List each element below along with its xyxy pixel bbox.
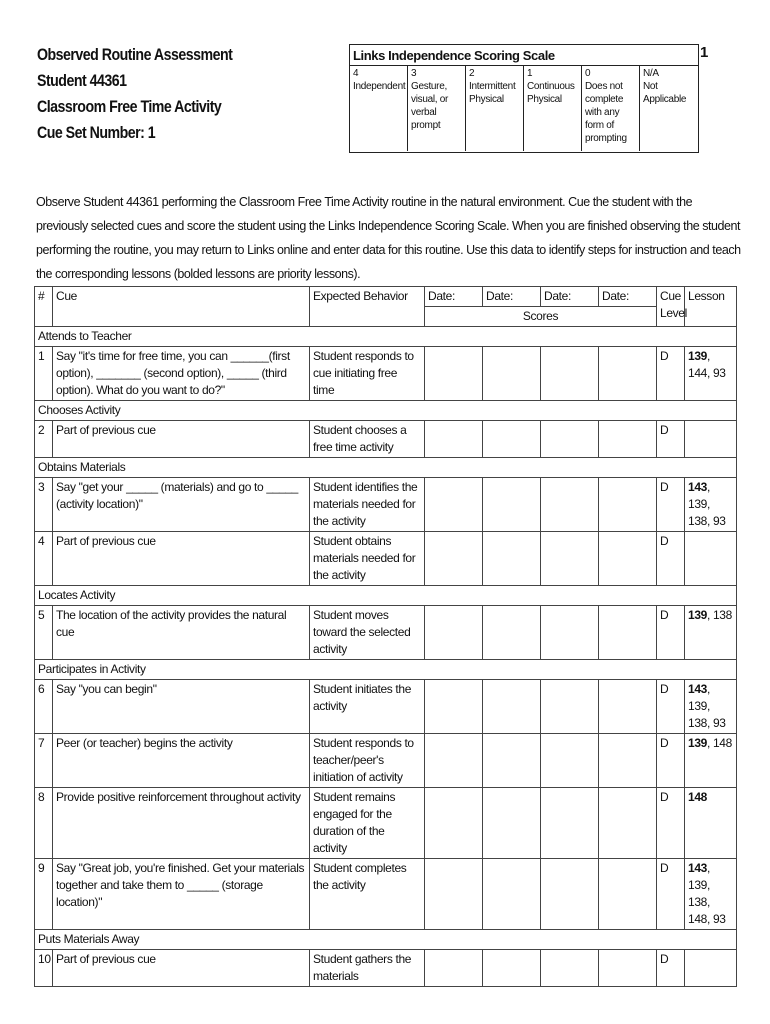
- scale-level-2: [466, 66, 524, 151]
- lesson-cell: [685, 950, 737, 987]
- page-number: 1: [700, 44, 709, 61]
- cue-level: D: [657, 734, 685, 788]
- score-cell[interactable]: [599, 532, 657, 586]
- section-row: [35, 458, 737, 478]
- step-behavior: Student gathers the materials: [310, 950, 425, 987]
- lesson-cell: [685, 788, 737, 859]
- scores-header: Scores: [425, 307, 657, 327]
- score-cell[interactable]: [599, 606, 657, 660]
- score-cell[interactable]: [599, 950, 657, 987]
- score-cell[interactable]: [425, 950, 483, 987]
- document-header: [37, 42, 264, 146]
- assessment-table: [34, 286, 737, 987]
- step-number: 1: [35, 347, 53, 401]
- score-cell[interactable]: [541, 478, 599, 532]
- score-cell[interactable]: [483, 859, 541, 930]
- score-cell[interactable]: [541, 734, 599, 788]
- scale-label: Does not complete with any form of prompting: [585, 81, 627, 144]
- scale-level-na: [640, 66, 698, 151]
- step-number: 2: [35, 421, 53, 458]
- table-row: [35, 347, 737, 401]
- section-row: [35, 930, 737, 950]
- lesson-cell: [685, 532, 737, 586]
- score-cell[interactable]: [483, 421, 541, 458]
- table-row: [35, 680, 737, 734]
- score-cell[interactable]: [599, 788, 657, 859]
- date-field-3[interactable]: Date:: [541, 287, 599, 307]
- section-row: [35, 660, 737, 680]
- score-cell[interactable]: [425, 606, 483, 660]
- cue-level: D: [657, 421, 685, 458]
- step-cue: Part of previous cue: [53, 532, 310, 586]
- step-behavior: Student remains engaged for the duration of the activity: [310, 788, 425, 859]
- scale-label: Intermittent Physical: [469, 81, 516, 105]
- cue-set-number: Cue Set Number: 1: [37, 124, 156, 142]
- lesson-cell: [685, 859, 737, 930]
- step-cue: Say "Great job, you're finished. Get your materials together and take them to _____ (storage location)": [53, 859, 310, 930]
- instructions-paragraph: Observe Student 44361 performing the Classroom Free Time Activity routine in the natural environment. Cue the student with the previously selected cues and score the student using the Links Independence Scoring Scale. When you are finished observing the student performing the routine, you may return to Links online and enter data for this routine. Use this data to identify steps for instruction and teach the corresponding lessons (bolded lessons are priority lessons).: [36, 195, 741, 281]
- scoring-scale-title: Links Independence Scoring Scale: [350, 45, 698, 66]
- col-lesson-header: Lesson: [685, 287, 737, 327]
- section-puts-materials-away: Puts Materials Away: [35, 930, 737, 950]
- scale-value: 3: [411, 68, 417, 79]
- cue-level: D: [657, 532, 685, 586]
- score-cell[interactable]: [599, 680, 657, 734]
- cue-level: D: [657, 788, 685, 859]
- table-row: [35, 859, 737, 930]
- date-field-1[interactable]: Date:: [425, 287, 483, 307]
- score-cell[interactable]: [483, 680, 541, 734]
- score-cell[interactable]: [483, 950, 541, 987]
- score-cell[interactable]: [599, 478, 657, 532]
- step-cue: Part of previous cue: [53, 421, 310, 458]
- step-number: 4: [35, 532, 53, 586]
- cue-level: D: [657, 950, 685, 987]
- table-row: [35, 950, 737, 987]
- score-cell[interactable]: [483, 478, 541, 532]
- step-behavior: Student obtains materials needed for the activity: [310, 532, 425, 586]
- step-behavior: Student responds to cue initiating free time: [310, 347, 425, 401]
- priority-lesson: 139: [688, 736, 707, 750]
- score-cell[interactable]: [425, 788, 483, 859]
- scale-label: Continuous Physical: [527, 81, 575, 105]
- score-cell[interactable]: [599, 859, 657, 930]
- score-cell[interactable]: [541, 606, 599, 660]
- cue-level: D: [657, 478, 685, 532]
- date-field-2[interactable]: Date:: [483, 287, 541, 307]
- score-cell[interactable]: [541, 859, 599, 930]
- student-id: Student 44361: [37, 72, 127, 90]
- priority-lesson: 148: [688, 790, 707, 804]
- score-cell[interactable]: [541, 788, 599, 859]
- score-cell[interactable]: [541, 421, 599, 458]
- priority-lesson: 139: [688, 349, 707, 363]
- score-cell[interactable]: [425, 734, 483, 788]
- lesson-cell: [685, 347, 737, 401]
- col-num-header: #: [35, 287, 53, 327]
- date-field-4[interactable]: Date:: [599, 287, 657, 307]
- scale-value: N/A: [643, 68, 659, 79]
- section-locates-activity: Locates Activity: [35, 586, 737, 606]
- score-cell[interactable]: [483, 606, 541, 660]
- step-cue: Peer (or teacher) begins the activity: [53, 734, 310, 788]
- step-behavior: Student initiates the activity: [310, 680, 425, 734]
- other-lessons: , 139, 138, 93: [688, 480, 726, 528]
- scale-level-4: [350, 66, 408, 151]
- table-row: [35, 788, 737, 859]
- table-row: [35, 606, 737, 660]
- step-behavior: Student responds to teacher/peer's initiation of activity: [310, 734, 425, 788]
- score-cell[interactable]: [483, 734, 541, 788]
- lesson-cell: [685, 680, 737, 734]
- table-header-row: [35, 287, 737, 307]
- priority-lesson: 143: [688, 682, 707, 696]
- score-cell[interactable]: [541, 532, 599, 586]
- other-lessons: , 144, 93: [688, 349, 726, 380]
- step-number: 3: [35, 478, 53, 532]
- score-cell[interactable]: [541, 680, 599, 734]
- table-row: [35, 734, 737, 788]
- cue-level: D: [657, 606, 685, 660]
- lesson-cell: [685, 606, 737, 660]
- col-cue-level-header: Cue Level: [657, 287, 685, 327]
- lesson-cell: [685, 421, 737, 458]
- scale-label: Not Applicable: [643, 81, 687, 105]
- step-number: 8: [35, 788, 53, 859]
- cue-level: D: [657, 680, 685, 734]
- scoring-scale-box: [349, 44, 699, 153]
- step-cue: Say "get your _____ (materials) and go to _____ (activity location)": [53, 478, 310, 532]
- score-cell[interactable]: [483, 788, 541, 859]
- score-cell[interactable]: [483, 347, 541, 401]
- score-cell[interactable]: [425, 478, 483, 532]
- section-row: [35, 586, 737, 606]
- score-cell[interactable]: [425, 859, 483, 930]
- table-row: [35, 478, 737, 532]
- section-row: [35, 401, 737, 421]
- other-lessons: , 138: [706, 608, 732, 622]
- step-cue: Say "you can begin": [53, 680, 310, 734]
- score-cell[interactable]: [425, 532, 483, 586]
- step-cue: The location of the activity provides the natural cue: [53, 606, 310, 660]
- table-row: [35, 421, 737, 458]
- col-behavior-header: Expected Behavior: [310, 287, 425, 327]
- other-lessons: , 139, 138, 148, 93: [688, 861, 726, 926]
- lesson-cell: [685, 478, 737, 532]
- score-cell[interactable]: [425, 421, 483, 458]
- step-behavior: Student moves toward the selected activity: [310, 606, 425, 660]
- scale-label: Independent: [353, 81, 406, 92]
- scale-level-3: [408, 66, 466, 151]
- scale-value: 4: [353, 68, 359, 79]
- step-number: 10: [35, 950, 53, 987]
- score-cell[interactable]: [599, 734, 657, 788]
- section-row: [35, 327, 737, 347]
- score-cell[interactable]: [599, 421, 657, 458]
- priority-lesson: 143: [688, 861, 707, 875]
- score-cell[interactable]: [541, 347, 599, 401]
- step-number: 5: [35, 606, 53, 660]
- scale-value: 0: [585, 68, 591, 79]
- scale-value: 2: [469, 68, 475, 79]
- step-number: 7: [35, 734, 53, 788]
- col-cue-header: Cue: [53, 287, 310, 327]
- score-cell[interactable]: [599, 347, 657, 401]
- step-behavior: Student completes the activity: [310, 859, 425, 930]
- other-lessons: , 148: [706, 736, 732, 750]
- step-number: 9: [35, 859, 53, 930]
- section-attends-to-teacher: Attends to Teacher: [35, 327, 737, 347]
- section-chooses-activity: Chooses Activity: [35, 401, 737, 421]
- priority-lesson: 139: [688, 608, 707, 622]
- step-cue: Part of previous cue: [53, 950, 310, 987]
- cue-level: D: [657, 859, 685, 930]
- step-cue: Provide positive reinforcement throughout activity: [53, 788, 310, 859]
- table-row: [35, 532, 737, 586]
- cue-level: D: [657, 347, 685, 401]
- priority-lesson: 143: [688, 480, 707, 494]
- section-participates-in-activity: Participates in Activity: [35, 660, 737, 680]
- document-title: Observed Routine Assessment: [37, 46, 233, 64]
- step-cue: Say "it's time for free time, you can ______(first option), _______ (second option), _____ (third option). What do you want to do?": [53, 347, 310, 401]
- lesson-cell: [685, 734, 737, 788]
- step-number: 6: [35, 680, 53, 734]
- scale-level-0: [582, 66, 640, 151]
- step-behavior: Student identifies the materials needed for the activity: [310, 478, 425, 532]
- score-cell[interactable]: [425, 680, 483, 734]
- score-cell[interactable]: [425, 347, 483, 401]
- routine-name: Classroom Free Time Activity: [37, 98, 222, 116]
- section-obtains-materials: Obtains Materials: [35, 458, 737, 478]
- scale-level-1: [524, 66, 582, 151]
- scale-value: 1: [527, 68, 533, 79]
- other-lessons: , 139, 138, 93: [688, 682, 726, 730]
- scale-label: Gesture, visual, or verbal prompt: [411, 81, 449, 131]
- score-cell[interactable]: [541, 950, 599, 987]
- step-behavior: Student chooses a free time activity: [310, 421, 425, 458]
- score-cell[interactable]: [483, 532, 541, 586]
